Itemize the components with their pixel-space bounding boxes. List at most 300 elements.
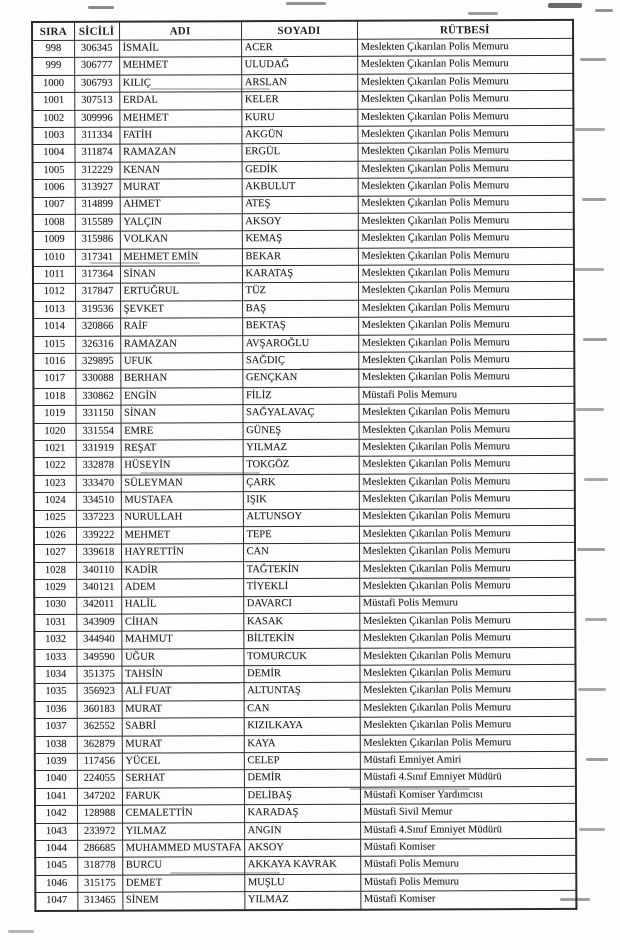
table-row (35, 873, 576, 892)
table-row (33, 212, 574, 231)
cell-soyadi: YILMAZ (243, 439, 359, 457)
cell-sicil: 334510 (76, 492, 121, 510)
cell-sira: 1011 (33, 266, 75, 284)
cell-sira: 1026 (34, 527, 76, 545)
cell-rutbe: Müstafi Polis Memuru (359, 595, 575, 613)
cell-soyadi: GÜNEŞ (243, 422, 359, 440)
cell-soyadi: DAVARCI (243, 596, 359, 614)
cell-sicil: 331554 (76, 423, 121, 441)
cell-adi: KILIÇ (119, 74, 241, 92)
cell-sicil: 318778 (77, 858, 122, 876)
cell-sira: 1016 (33, 353, 75, 371)
cell-soyadi: ULUDAĞ (241, 57, 357, 75)
table-row (33, 351, 574, 370)
cell-soyadi: KARADAŞ (244, 804, 360, 822)
cell-sicil: 330088 (75, 371, 120, 389)
cell-soyadi: SAĞDIÇ (242, 352, 358, 370)
cell-rutbe: Meslekten Çıkarılan Polis Memuru (357, 143, 573, 161)
cell-sicil: 128988 (77, 805, 122, 823)
cell-sira: 1030 (34, 597, 76, 615)
cell-sira: 1036 (35, 701, 77, 719)
cell-adi: DEMET (122, 874, 244, 892)
col-header-rutbesi: RÜTBESİ (357, 20, 573, 39)
cell-adi: VOLKAN (120, 231, 242, 249)
cell-soyadi: TOMURCUK (243, 648, 359, 666)
col-header-soyadi: SOYADI (241, 21, 357, 40)
cell-sira: 1040 (35, 771, 77, 789)
cell-soyadi: BAŞ (242, 300, 358, 318)
cell-sira: 1032 (34, 632, 76, 650)
table-body (32, 38, 576, 910)
cell-soyadi: SAĞYALAVAÇ (242, 404, 358, 422)
cell-sira: 1005 (33, 162, 75, 180)
cell-sira: 1001 (32, 93, 74, 111)
cell-sicil: 320866 (75, 318, 120, 336)
cell-sicil: 233972 (77, 823, 122, 841)
cell-adi: CEMALETTİN (122, 805, 244, 823)
cell-adi: AHMET (120, 196, 242, 214)
cell-soyadi: AKGÜN (241, 126, 357, 144)
table-row (32, 38, 573, 57)
cell-sicil: 330862 (75, 388, 120, 406)
cell-adi: MEHMET (119, 57, 241, 75)
cell-sicil: 306777 (74, 58, 119, 76)
table-row (33, 404, 574, 423)
cell-adi: MURAT (122, 701, 244, 719)
cell-sira: 1014 (33, 319, 75, 337)
cell-rutbe: Meslekten Çıkarılan Polis Memuru (357, 91, 573, 109)
table-row (34, 491, 575, 510)
cell-sicil: 331150 (75, 405, 120, 423)
table-row (35, 786, 576, 805)
cell-sicil: 329895 (75, 353, 120, 371)
cell-soyadi: FİLİZ (242, 387, 358, 405)
cell-rutbe: Meslekten Çıkarılan Polis Memuru (358, 317, 574, 335)
cell-rutbe: Müstafi Komiser Yardımcısı (360, 786, 576, 804)
cell-soyadi: CELEP (244, 752, 360, 770)
cell-sicil: 337223 (76, 510, 121, 528)
cell-sicil: 309996 (74, 110, 119, 128)
cell-adi: YÜCEL (122, 753, 244, 771)
cell-rutbe: Meslekten Çıkarılan Polis Memuru (358, 351, 574, 369)
cell-soyadi: TAĞTEKİN (243, 561, 359, 579)
cell-sicil: 286685 (77, 840, 122, 858)
cell-sira: 1020 (34, 423, 76, 441)
table-row (35, 682, 576, 701)
cell-adi: UFUK (120, 353, 242, 371)
cell-soyadi: ACER (241, 39, 357, 57)
cell-adi: BURCU (122, 857, 244, 875)
cell-sicil: 315175 (77, 875, 122, 893)
table-row (33, 317, 574, 336)
table-row (33, 195, 574, 214)
cell-sira: 1023 (34, 475, 76, 493)
cell-soyadi: KURU (241, 109, 357, 127)
cell-rutbe: Meslekten Çıkarılan Polis Memuru (359, 491, 575, 509)
cell-sira: 1039 (35, 753, 77, 771)
cell-adi: ADEM (121, 579, 243, 597)
cell-sicil: 306793 (74, 75, 119, 93)
table-row (35, 734, 576, 753)
cell-sira: 1035 (35, 684, 77, 702)
cell-sicil: 343909 (76, 614, 121, 632)
cell-rutbe: Meslekten Çıkarılan Polis Memuru (359, 508, 575, 526)
cell-adi: MURAT (120, 179, 242, 197)
cell-soyadi: TEPE (243, 526, 359, 544)
cell-sira: 1010 (33, 249, 75, 267)
cell-adi: HAYRETTİN (121, 544, 243, 562)
cell-soyadi: AKSOY (242, 213, 358, 231)
cell-adi: FATİH (119, 127, 241, 145)
table-row (34, 647, 575, 666)
cell-sira: 1028 (34, 562, 76, 580)
cell-sicil: 339222 (76, 527, 121, 545)
cell-adi: KENAN (120, 161, 242, 179)
cell-sicil: 224055 (77, 771, 122, 789)
cell-rutbe: Meslekten Çıkarılan Polis Memuru (357, 125, 573, 143)
table-row (35, 751, 576, 770)
cell-sicil: 315986 (75, 231, 120, 249)
cell-sicil: 314899 (75, 197, 120, 215)
cell-rutbe: Müstafi Polis Memuru (360, 856, 576, 874)
cell-rutbe: Meslekten Çıkarılan Polis Memuru (359, 630, 575, 648)
cell-rutbe: Müstafi Emniyet Amiri (360, 751, 576, 769)
cell-sira: 1007 (33, 197, 75, 215)
cell-sira: 1027 (34, 545, 76, 563)
cell-sira: 1017 (33, 371, 75, 389)
cell-soyadi: AVŞAROĞLU (242, 335, 358, 353)
cell-adi: UĞUR (121, 648, 243, 666)
cell-adi: SERHAT (122, 770, 244, 788)
cell-soyadi: GENÇKAN (242, 370, 358, 388)
cell-soyadi: AKBULUT (242, 178, 358, 196)
cell-rutbe: Meslekten Çıkarılan Polis Memuru (358, 264, 574, 282)
cell-sira: 1004 (32, 145, 74, 163)
cell-soyadi: KIZILKAYA (244, 717, 360, 735)
cell-adi: MEHMET (119, 109, 241, 127)
cell-rutbe: Meslekten Çıkarılan Polis Memuru (358, 334, 574, 352)
cell-soyadi: CAN (243, 544, 359, 562)
cell-adi: MEHMET (121, 527, 243, 545)
cell-rutbe: Meslekten Çıkarılan Polis Memuru (359, 612, 575, 630)
cell-sicil: 307513 (74, 92, 119, 110)
cell-adi: CİHAN (121, 614, 243, 632)
cell-sicil: 315589 (75, 214, 120, 232)
cell-adi: SİNAN (120, 405, 242, 423)
cell-rutbe: Meslekten Çıkarılan Polis Memuru (359, 560, 575, 578)
cell-adi: MAHMUT (121, 631, 243, 649)
cell-soyadi: DEMİR (244, 770, 360, 788)
cell-soyadi: BEKTAŞ (242, 317, 358, 335)
table-row (35, 838, 576, 857)
cell-adi: MUSTAFA (121, 492, 243, 510)
col-header-sicili: SİCİLİ (74, 22, 119, 41)
table-row (32, 91, 573, 110)
cell-sira: 1000 (32, 75, 74, 93)
cell-adi: HÜSEYİN (121, 457, 243, 475)
cell-soyadi: CAN (244, 700, 360, 718)
cell-rutbe: Meslekten Çıkarılan Polis Memuru (359, 473, 575, 491)
cell-sicil: 340121 (76, 579, 121, 597)
cell-sira: 999 (32, 58, 74, 76)
cell-soyadi: TİYEKLİ (243, 578, 359, 596)
cell-soyadi: IŞIK (243, 491, 359, 509)
cell-rutbe: Meslekten Çıkarılan Polis Memuru (358, 282, 574, 300)
table-header-row (32, 20, 573, 41)
cell-sicil: 311874 (74, 145, 119, 163)
cell-rutbe: Meslekten Çıkarılan Polis Memuru (359, 647, 575, 665)
table-row (34, 543, 575, 562)
cell-adi: SABRİ (122, 718, 244, 736)
cell-sicil: 317364 (75, 266, 120, 284)
cell-sira: 1033 (34, 649, 76, 667)
cell-adi: REŞAT (121, 440, 243, 458)
table-row (33, 264, 574, 283)
table-row (33, 247, 574, 266)
cell-sicil: 331919 (76, 440, 121, 458)
cell-sicil: 317847 (75, 284, 120, 302)
cell-rutbe: Meslekten Çıkarılan Polis Memuru (359, 578, 575, 596)
table-row (35, 717, 576, 736)
cell-sicil: 349590 (76, 649, 121, 667)
table-row (33, 282, 574, 301)
cell-soyadi: KASAK (243, 613, 359, 631)
cell-rutbe: Müstafi Polis Memuru (358, 386, 574, 404)
cell-adi: SİNEM (122, 892, 244, 910)
cell-sira: 1021 (34, 440, 76, 458)
cell-rutbe: Meslekten Çıkarılan Polis Memuru (359, 438, 575, 456)
cell-rutbe: Meslekten Çıkarılan Polis Memuru (358, 299, 574, 317)
cell-sira: 1003 (32, 127, 74, 145)
cell-adi: MURAT (122, 735, 244, 753)
cell-rutbe: Meslekten Çıkarılan Polis Memuru (358, 369, 574, 387)
cell-rutbe: Meslekten Çıkarılan Polis Memuru (357, 73, 573, 91)
table-row (32, 125, 573, 144)
cell-adi: YILMAZ (122, 822, 244, 840)
cell-sira: 1044 (35, 840, 77, 858)
cell-adi: BERHAN (120, 370, 242, 388)
cell-rutbe: Müstafi Sivil Memur (360, 804, 576, 822)
cell-sira: 998 (32, 40, 74, 58)
cell-rutbe: Meslekten Çıkarılan Polis Memuru (358, 178, 574, 196)
table-row (32, 108, 573, 127)
table-row (33, 334, 574, 353)
cell-sira: 1024 (34, 492, 76, 510)
cell-soyadi: BEKAR (242, 248, 358, 266)
cell-rutbe: Meslekten Çıkarılan Polis Memuru (357, 38, 573, 56)
table-row (32, 73, 573, 92)
table-row (34, 456, 575, 475)
table-row (34, 560, 575, 579)
cell-sira: 1034 (34, 666, 76, 684)
cell-sira: 1031 (34, 614, 76, 632)
table-row (35, 891, 576, 911)
cell-soyadi: TOKGÖZ (243, 457, 359, 475)
cell-adi: SÜLEYMAN (121, 474, 243, 492)
table-row (34, 473, 575, 492)
cell-sira: 1008 (33, 214, 75, 232)
cell-soyadi: KEMAŞ (242, 231, 358, 249)
cell-sicil: 117456 (77, 753, 122, 771)
cell-soyadi: GEDİK (242, 161, 358, 179)
cell-sira: 1042 (35, 806, 77, 824)
cell-sicil: 333470 (76, 475, 121, 493)
cell-soyadi: KARATAŞ (242, 265, 358, 283)
cell-sira: 1029 (34, 579, 76, 597)
table-row (32, 56, 573, 75)
cell-soyadi: ALTUNTAŞ (244, 683, 360, 701)
cell-sira: 1006 (33, 179, 75, 197)
cell-rutbe: Meslekten Çıkarılan Polis Memuru (358, 247, 574, 265)
cell-soyadi: TÜZ (242, 283, 358, 301)
cell-sicil: 312229 (75, 162, 120, 180)
table-row (34, 630, 575, 649)
cell-sira: 1013 (33, 301, 75, 319)
cell-sicil: 362552 (77, 718, 122, 736)
cell-sicil: 313465 (77, 892, 122, 910)
cell-soyadi: KELER (241, 91, 357, 109)
cell-adi: EMRE (121, 422, 243, 440)
table-row (35, 699, 576, 718)
cell-rutbe: Meslekten Çıkarılan Polis Memuru (358, 212, 574, 230)
cell-soyadi: KAYA (244, 735, 360, 753)
cell-soyadi: DEMİR (243, 665, 359, 683)
cell-adi: FARUK (122, 787, 244, 805)
cell-sicil: 311334 (74, 127, 119, 145)
cell-adi: RAMAZAN (119, 144, 241, 162)
table-row (34, 595, 575, 614)
cell-sira: 1018 (33, 388, 75, 406)
cell-rutbe: Meslekten Çıkarılan Polis Memuru (360, 682, 576, 700)
cell-sicil: 340110 (76, 562, 121, 580)
table-row (33, 369, 574, 388)
cell-sira: 1019 (33, 406, 75, 424)
cell-adi: KADİR (121, 561, 243, 579)
cell-soyadi: ATEŞ (242, 196, 358, 214)
cell-adi: HALİL (121, 596, 243, 614)
personnel-table (31, 19, 577, 912)
cell-sicil: 362879 (77, 736, 122, 754)
cell-sicil: 326316 (75, 336, 120, 354)
table-row (33, 386, 574, 405)
cell-rutbe: Meslekten Çıkarılan Polis Memuru (358, 404, 574, 422)
cell-soyadi: ALTUNSOY (243, 509, 359, 527)
cell-sicil: 319536 (75, 301, 120, 319)
cell-rutbe: Müstafi 4.Sınıf Emniyet Müdürü (360, 769, 576, 787)
cell-soyadi: ERGÜL (241, 144, 357, 162)
cell-rutbe: Meslekten Çıkarılan Polis Memuru (357, 108, 573, 126)
cell-sira: 1015 (33, 336, 75, 354)
cell-adi: TAHSİN (121, 666, 243, 684)
cell-rutbe: Meslekten Çıkarılan Polis Memuru (360, 734, 576, 752)
cell-adi: İSMAİL (119, 40, 241, 58)
cell-sira: 1025 (34, 510, 76, 528)
cell-rutbe: Meslekten Çıkarılan Polis Memuru (360, 717, 576, 735)
cell-rutbe: Meslekten Çıkarılan Polis Memuru (360, 699, 576, 717)
table-row (32, 143, 573, 162)
cell-sicil: 360183 (77, 701, 122, 719)
cell-adi: RAİF (120, 318, 242, 336)
cell-sicil: 317341 (75, 249, 120, 267)
cell-rutbe: Müstafi Komiser (360, 891, 576, 910)
cell-sicil: 342011 (76, 597, 121, 615)
cell-sicil: 332878 (76, 458, 121, 476)
table-row (35, 856, 576, 875)
cell-adi: MEHMET EMİN (120, 248, 242, 266)
cell-sira: 1022 (34, 458, 76, 476)
cell-sira: 1037 (35, 719, 77, 737)
cell-adi: ERDAL (119, 92, 241, 110)
cell-sicil: 351375 (76, 666, 121, 684)
cell-soyadi: YILMAZ (244, 891, 360, 909)
cell-rutbe: Meslekten Çıkarılan Polis Memuru (358, 230, 574, 248)
table-row (34, 525, 575, 544)
cell-adi: ŞEVKET (120, 301, 242, 319)
cell-sira: 1046 (35, 875, 77, 893)
cell-rutbe: Meslekten Çıkarılan Polis Memuru (359, 525, 575, 543)
cell-sicil: 306345 (74, 40, 119, 58)
table-row (35, 821, 576, 840)
cell-sira: 1012 (33, 284, 75, 302)
table-row (34, 508, 575, 527)
cell-sira: 1047 (35, 892, 77, 910)
cell-adi: ALİ FUAT (122, 683, 244, 701)
table-row (35, 769, 576, 788)
cell-adi: MUHAMMED MUSTAFA (122, 840, 244, 858)
cell-rutbe: Müstafi Komiser (360, 838, 576, 856)
cell-rutbe: Müstafi 4.Sınıf Emniyet Müdürü (360, 821, 576, 839)
cell-sicil: 347202 (77, 788, 122, 806)
cell-rutbe: Meslekten Çıkarılan Polis Memuru (358, 160, 574, 178)
cell-rutbe: Meslekten Çıkarılan Polis Memuru (359, 543, 575, 561)
cell-soyadi: ARSLAN (241, 74, 357, 92)
cell-soyadi: BİLTEKİN (243, 631, 359, 649)
cell-adi: YALÇIN (120, 214, 242, 232)
table-row (33, 299, 574, 318)
cell-rutbe: Meslekten Çıkarılan Polis Memuru (359, 664, 575, 682)
col-header-sira: SIRA (32, 22, 74, 41)
cell-sicil: 339618 (76, 544, 121, 562)
cell-soyadi: MUŞLU (244, 874, 360, 892)
cell-sira: 1045 (35, 858, 77, 876)
cell-adi: RAMAZAN (120, 335, 242, 353)
cell-rutbe: Meslekten Çıkarılan Polis Memuru (359, 456, 575, 474)
cell-rutbe: Müstafi Polis Memuru (360, 873, 576, 891)
cell-sira: 1009 (33, 232, 75, 250)
cell-sira: 1002 (32, 110, 74, 128)
cell-soyadi: ÇARK (243, 474, 359, 492)
col-header-adi: ADI (119, 21, 241, 40)
cell-sira: 1043 (35, 823, 77, 841)
cell-soyadi: AKSOY (244, 839, 360, 857)
cell-soyadi: DELİBAŞ (244, 787, 360, 805)
cell-adi: ERTUĞRUL (120, 283, 242, 301)
table-row (33, 160, 574, 179)
cell-adi: ENGİN (120, 388, 242, 406)
cell-sicil: 313927 (75, 179, 120, 197)
cell-rutbe: Meslekten Çıkarılan Polis Memuru (358, 195, 574, 213)
cell-sira: 1038 (35, 736, 77, 754)
table-row (34, 421, 575, 440)
table-row (34, 578, 575, 597)
cell-adi: SİNAN (120, 266, 242, 284)
cell-sicil: 344940 (76, 631, 121, 649)
cell-sicil: 356923 (77, 684, 122, 702)
table-row (34, 612, 575, 631)
cell-sira: 1041 (35, 788, 77, 806)
cell-soyadi: AKKAYA KAVRAK (244, 857, 360, 875)
table-row (33, 178, 574, 197)
